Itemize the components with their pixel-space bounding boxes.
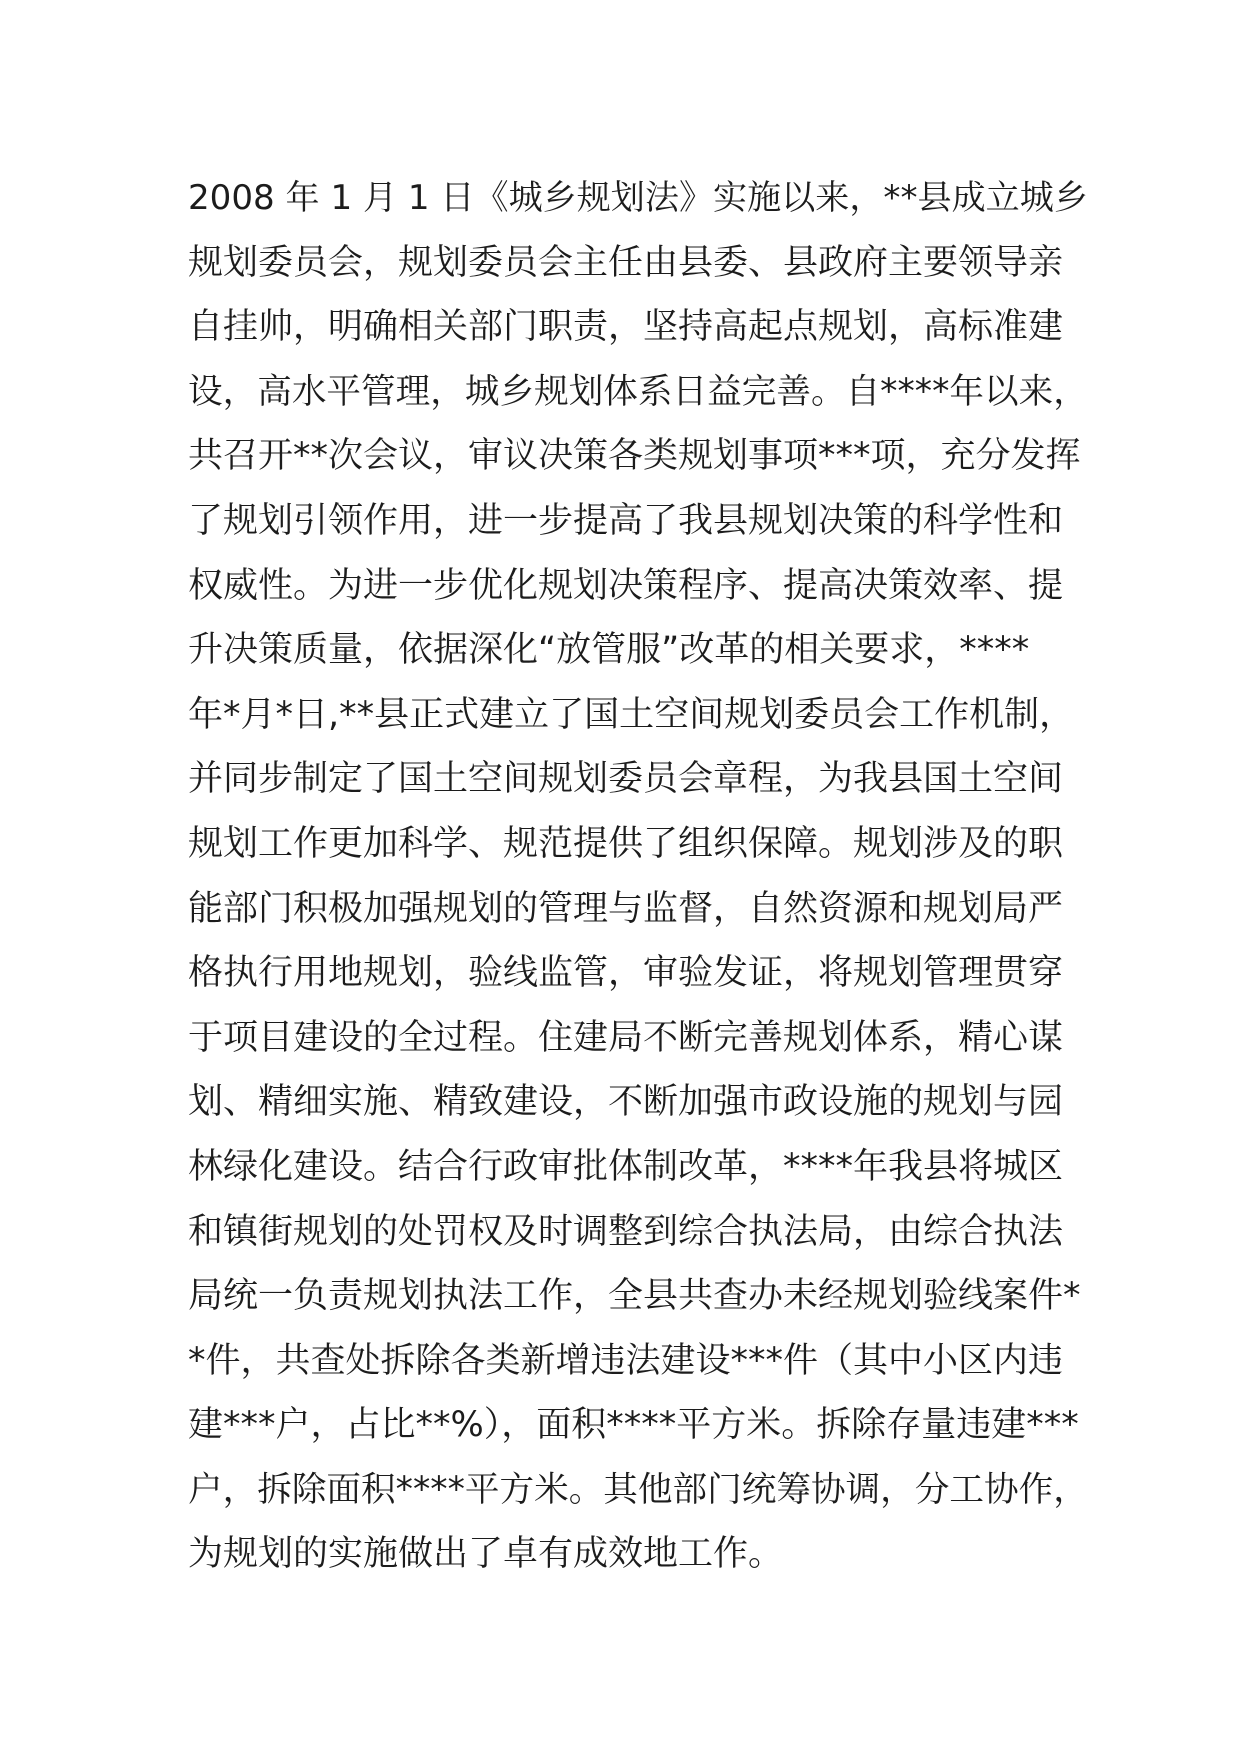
paragraph-line-21: 户，拆除面积****平方米。其他部门统筹协调，分工协作， xyxy=(188,1469,1088,1510)
paragraph-line-16: 林绿化建设。结合行政审批体制改革，****年我县将城区 xyxy=(188,1146,1064,1187)
paragraph-line-19: *件，共查处拆除各类新增违法建设***件（其中小区内违 xyxy=(188,1340,1064,1381)
paragraph-line-9: 年*月*日,**县正式建立了国土空间规划委员会工作机制， xyxy=(188,694,1075,735)
paragraph-line-18: 局统一负责规划执法工作，全县共查办未经规划验线案件* xyxy=(188,1276,1081,1317)
paragraph-line-11: 规划工作更加科学、规范提供了组织保障。规划涉及的职 xyxy=(188,823,1064,864)
paragraph-line-7: 权威性。为进一步优化规划决策程序、提高决策效率、提 xyxy=(188,565,1064,606)
paragraph-line-1: 2008 年 1 月 1 日《城乡规划法》实施以来，**县成立城乡 xyxy=(188,178,1088,218)
body-paragraph xyxy=(188,166,1088,1587)
paragraph-line-17: 和镇街规划的处罚权及时调整到综合执法局，由综合执法 xyxy=(188,1211,1064,1252)
paragraph-line-3: 自挂帅，明确相关部门职责，坚持高起点规划，高标准建 xyxy=(188,307,1064,348)
paragraph-line-22: 为规划的实施做出了卓有成效地工作。 xyxy=(188,1534,784,1575)
paragraph-line-4: 设，高水平管理，城乡规划体系日益完善。自****年以来， xyxy=(188,371,1088,412)
paragraph-line-14: 于项目建设的全过程。住建局不断完善规划体系，精心谋 xyxy=(188,1017,1064,1058)
paragraph-line-10: 并同步制定了国土空间规划委员会章程，为我县国土空间 xyxy=(188,759,1064,800)
paragraph-line-6: 了规划引领作用，进一步提高了我县规划决策的科学性和 xyxy=(188,500,1064,541)
paragraph-line-20: 建***户，占比**%），面积****平方米。拆除存量违建*** xyxy=(188,1405,1079,1446)
paragraph-line-2: 规划委员会，规划委员会主任由县委、县政府主要领导亲 xyxy=(188,242,1064,283)
paragraph-line-5: 共召开**次会议，审议决策各类规划事项***项，充分发挥 xyxy=(188,436,1081,477)
paragraph-line-8: 升决策质量，依据深化“放管服”改革的相关要求，**** xyxy=(188,630,1030,671)
paragraph-line-15: 划、精细实施、精致建设，不断加强市政设施的规划与园 xyxy=(188,1082,1064,1123)
paragraph-line-12: 能部门积极加强规划的管理与监督，自然资源和规划局严 xyxy=(188,888,1064,929)
paragraph-line-13: 格执行用地规划，验线监管，审验发证，将规划管理贯穿 xyxy=(188,953,1064,994)
